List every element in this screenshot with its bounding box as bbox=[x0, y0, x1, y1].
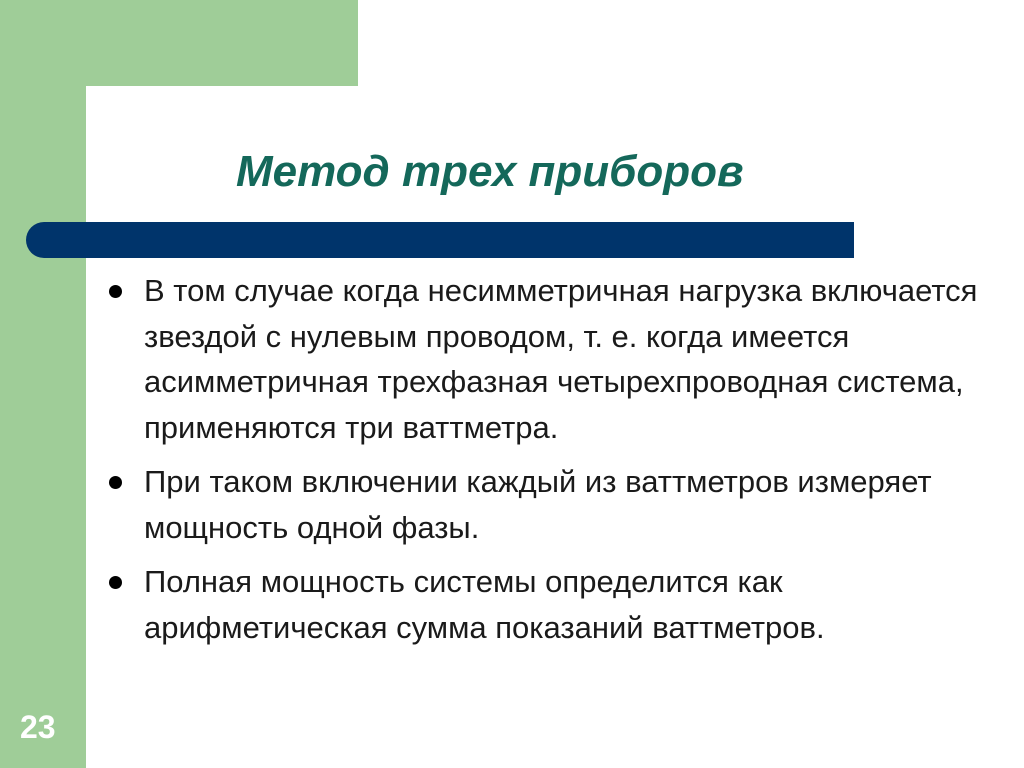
bullet-item-2 bbox=[104, 459, 1004, 550]
slide-number: 23 bbox=[20, 709, 56, 745]
bullet-list bbox=[104, 268, 1004, 659]
bullet-text: При таком включении каждый из ваттметров измеряет мощность одной фазы. bbox=[144, 464, 932, 545]
bullet-text: Полная мощность системы определится как арифметическая сумма показаний ваттметров. bbox=[144, 564, 825, 645]
green-side-band bbox=[0, 0, 86, 768]
bullet-item-3 bbox=[104, 559, 1004, 650]
bullet-icon bbox=[109, 476, 122, 489]
title-underline-bar bbox=[26, 222, 854, 258]
bullet-text: В том случае когда несимметричная нагрузка включается звездой с нулевым проводом, т. е. когда имеется асимметричная трехфазная четырехпроводная система, применяются три ваттметра. bbox=[144, 273, 978, 445]
bullet-item-1 bbox=[104, 268, 1004, 450]
green-top-band bbox=[0, 0, 358, 86]
bullet-icon bbox=[109, 576, 122, 589]
bullet-icon bbox=[109, 285, 122, 298]
slide-title: Метод трех приборов bbox=[236, 147, 744, 196]
rounded-corner-panel bbox=[86, 86, 206, 206]
